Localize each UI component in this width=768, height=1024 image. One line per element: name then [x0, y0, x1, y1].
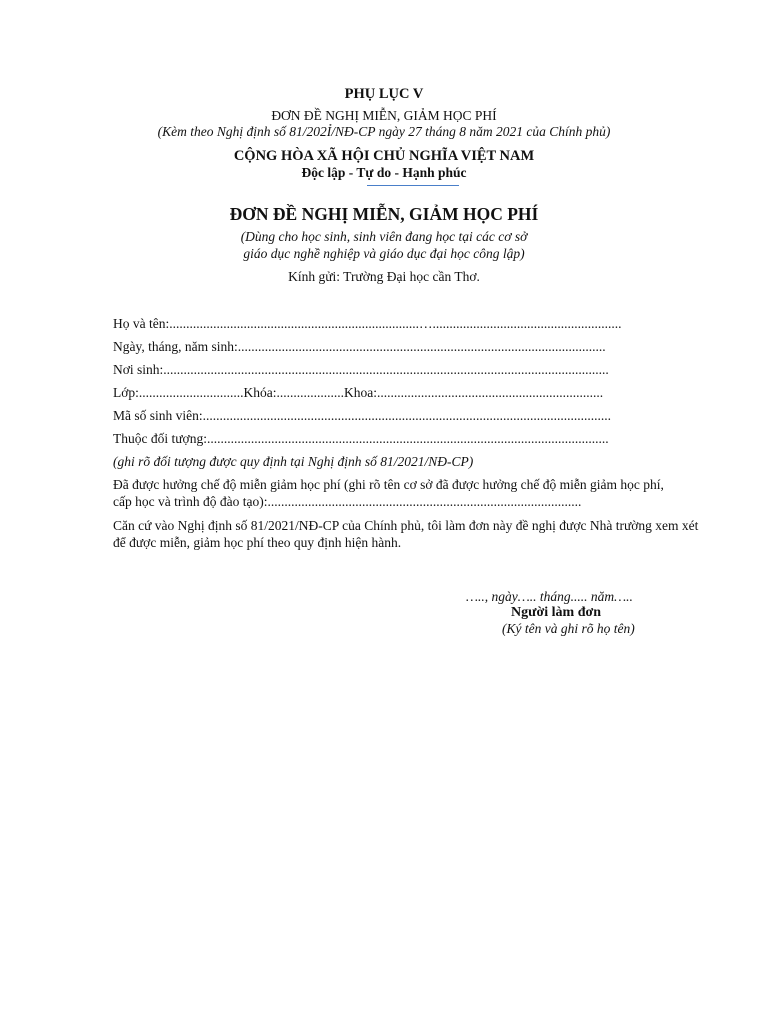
- signature-instruction: (Ký tên và ghi rõ họ tên): [502, 621, 635, 636]
- national-motto: Độc lập - Tự do - Hạnh phúc: [301, 165, 467, 180]
- student-id-field: Mã số sinh viên:.........................................................................................................................: [113, 408, 611, 423]
- form-usage-line2: giáo dục nghề nghiệp và giáo dục đại học công lập): [243, 246, 525, 261]
- appendix-note: (Kèm theo Nghị định số 81/202Ỉ/NĐ-CP ngày 27 tháng 8 năm 2021 của Chính phủ): [157, 124, 611, 139]
- signer-title: Người làm đơn: [511, 605, 602, 620]
- previous-exemption-line2: cấp học và trình độ đào tạo):.............................................................................................: [113, 494, 582, 509]
- appendix-title: PHỤ LỤC V: [344, 86, 424, 102]
- addressee: Kính gửi: Trường Đại học cần Thơ.: [288, 269, 480, 284]
- form-usage-line1: (Dùng cho học sinh, sinh viên đang học tại các cơ sở: [240, 229, 528, 244]
- appendix-subtitle: ĐƠN ĐỀ NGHỊ MIỄN, GIẢM HỌC PHÍ: [271, 108, 497, 123]
- birth-date-field: Ngày, tháng, năm sinh:.............................................................................................................: [113, 339, 606, 354]
- previous-exemption-line1: Đã được hưởng chế độ miễn giảm học phí (ghi rõ tên cơ sở đã được hưởng chế độ miễn giảm học phí,: [113, 477, 664, 492]
- birth-place-field: Nơi sinh:....................................................................................................................................: [113, 362, 609, 377]
- class-course-faculty-field: Lớp:...............................Khóa:....................Khoa:...................................................................: [113, 385, 604, 400]
- full-name-field: Họ và tên:..........................................................................…........................................................: [113, 316, 622, 331]
- beneficiary-field: Thuộc đối tượng:.......................................................................................................................: [113, 431, 609, 446]
- form-title: ĐƠN ĐỀ NGHỊ MIỄN, GIẢM HỌC PHÍ: [229, 204, 539, 224]
- signature-date-line: ….., ngày….. tháng..... năm…..: [466, 589, 633, 604]
- request-paragraph: Căn cứ vào Nghị định số 81/2021/NĐ-CP của Chính phủ, tôi làm đơn này đề nghị được Nhà trường xem xét để được miễn, giảm học phí theo quy định hiện hành.: [113, 518, 699, 550]
- motto-underline: [367, 185, 459, 186]
- beneficiary-note: (ghi rõ đối tượng được quy định tại Nghị định số 81/2021/NĐ-CP): [113, 454, 474, 469]
- country-header: CỘNG HÒA XÃ HỘI CHỦ NGHĨA VIỆT NAM: [233, 148, 535, 164]
